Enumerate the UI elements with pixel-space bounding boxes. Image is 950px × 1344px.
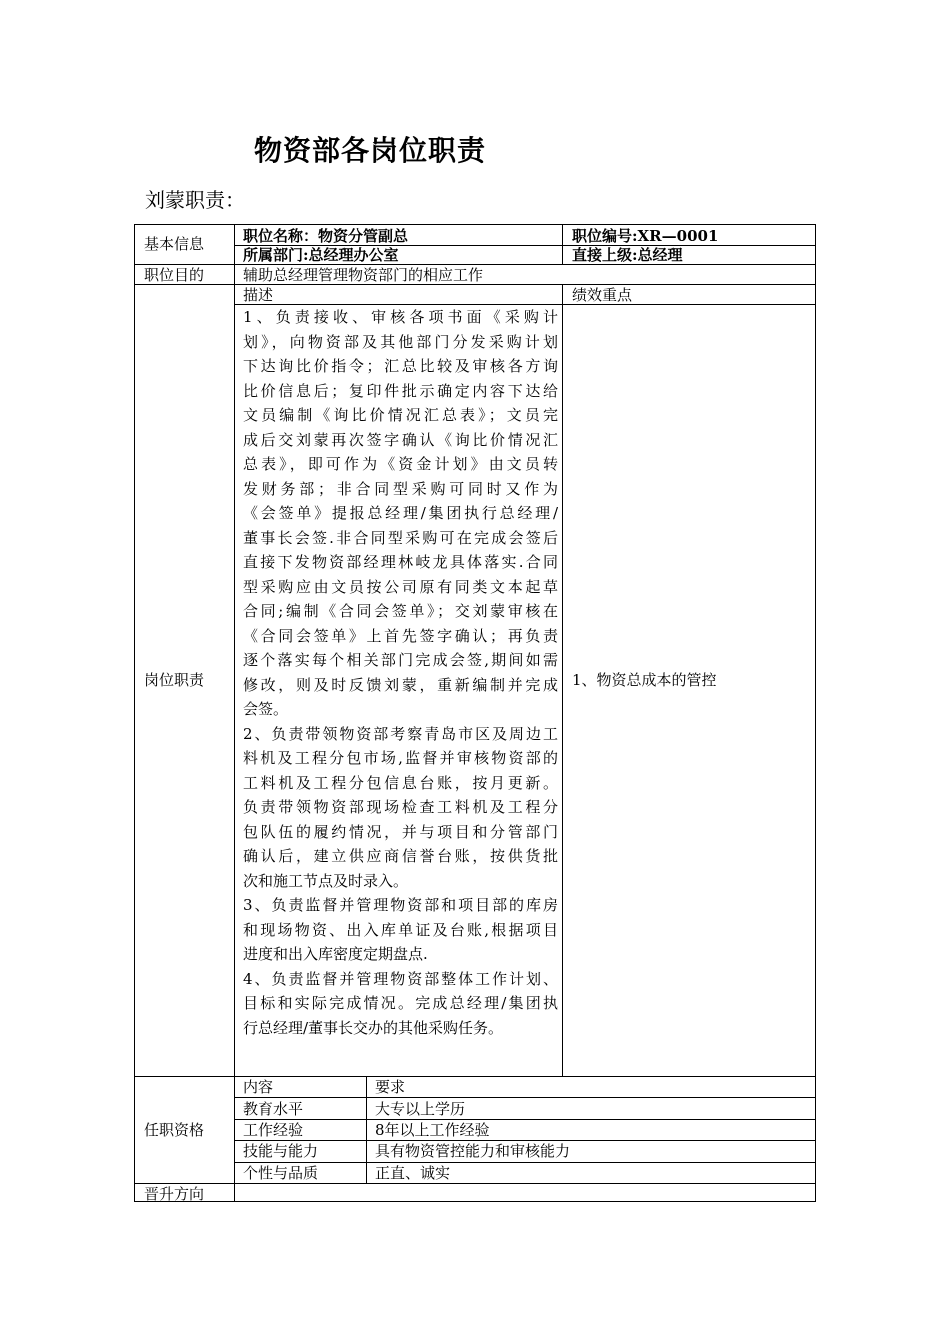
duty-line: 比价信息后；复印件批示确定内容下达给 xyxy=(243,381,558,400)
duty-line: 进度和出入库密度定期盘点. xyxy=(243,945,428,963)
qualification-label-text: 任职资格 xyxy=(144,1120,205,1139)
duty-line: 和现场物资、出入库单证及台账,根据项目 xyxy=(243,920,558,939)
position-name: 职位名称：物资分管副总 xyxy=(243,227,409,245)
row-divider xyxy=(234,1140,816,1141)
row-divider xyxy=(134,264,816,265)
department: 所属部门:总经理办公室 xyxy=(243,246,399,264)
qual-item: 技能与能力 xyxy=(243,1142,319,1160)
kpi-cell xyxy=(572,304,812,1056)
duty-line: 1、负责接收、审核各项书面《采购计 xyxy=(243,308,558,326)
column-divider xyxy=(366,1076,367,1183)
qualification-label xyxy=(144,1076,234,1183)
duty-line: 《会签单》提报总经理/集团执行总经理/ xyxy=(243,504,558,522)
duty-line: 型采购应由文员按公司原有同类文本起草 xyxy=(243,577,558,596)
row-divider xyxy=(234,1162,816,1163)
column-divider xyxy=(234,224,235,1202)
basic-info-label xyxy=(144,224,234,264)
duty-line: 负责带领物资部现场检查工料机及工程分 xyxy=(243,798,558,816)
column-divider xyxy=(562,284,563,1076)
column-divider xyxy=(562,224,563,264)
kpi-header: 绩效重点 xyxy=(572,286,633,304)
purpose-label: 职位目的 xyxy=(144,266,205,284)
duty-line: 发财务部；非合同型采购可同时又作为 xyxy=(243,479,558,498)
duty-line: 目标和实际完成情况。完成总经理/集团执 xyxy=(243,994,558,1012)
direct-superior: 直接上级:总经理 xyxy=(572,246,683,264)
duty-line: 3、负责监督并管理物资部和项目部的库房 xyxy=(243,896,558,914)
qual-requirement: 大专以上学历 xyxy=(375,1100,466,1118)
row-divider xyxy=(234,1097,816,1098)
duty-line: 行总经理/董事长交办的其他采购任务。 xyxy=(243,1018,504,1037)
duty-line: 2、负责带领物资部考察青岛市区及周边工 xyxy=(243,724,558,743)
qual-item: 个性与品质 xyxy=(243,1164,319,1182)
duty-line: 下达询比价指令；汇总比较及审核各方询 xyxy=(243,357,558,375)
duty-line: 直接下发物资部经理林岐龙具体落实.合同 xyxy=(243,553,558,571)
duty-line: 会签。 xyxy=(243,700,289,718)
duty-line: 料机及工程分包市场,监督并审核物资部的 xyxy=(243,749,558,767)
section-heading: 刘蒙职责： xyxy=(145,188,245,212)
duty-line: 成后交刘蒙再次签字确认《询比价情况汇 xyxy=(243,430,558,449)
duty-line: 包队伍的履约情况，并与项目和分管部门 xyxy=(243,822,558,841)
document-title: 物资部各岗位职责 xyxy=(254,134,487,167)
row-divider xyxy=(134,1076,816,1077)
duty-line: 合同;编制《合同会签单》；交刘蒙审核在 xyxy=(243,602,558,620)
duties-description xyxy=(243,305,558,1040)
duty-line: 董事长会签.非合同型采购可在完成会签后 xyxy=(243,528,558,547)
duty-line: 4、负责监督并管理物资部整体工作计划、 xyxy=(243,969,558,988)
qual-requirement: 正直、诚实 xyxy=(375,1164,451,1182)
duty-line: 划》，向物资部及其他部门分发采购计划 xyxy=(243,332,558,351)
qual-item: 教育水平 xyxy=(243,1100,304,1118)
duties-label xyxy=(144,284,234,1076)
qual-requirement: 具有物资管控能力和审核能力 xyxy=(375,1142,571,1160)
duty-line: 次和施工节点及时录入。 xyxy=(243,871,409,890)
position-code: 职位编号:XR—0001 xyxy=(572,227,719,245)
row-divider xyxy=(234,1119,816,1120)
duty-line: 文员编制《询比价情况汇总表》；文员完 xyxy=(243,406,558,424)
duty-line: 《合同会签单》上首先签字确认；再负责 xyxy=(243,626,558,645)
qual-item: 工作经验 xyxy=(243,1121,304,1139)
purpose-value: 辅助总经理管理物资部门的相应工作 xyxy=(243,266,484,284)
row-divider xyxy=(134,1183,816,1184)
kpi-value: 1、物资总成本的管控 xyxy=(572,671,717,689)
row-divider xyxy=(134,284,816,285)
qual-header-item: 内容 xyxy=(243,1078,274,1096)
duty-line: 总表》，即可作为《资金计划》由文员转 xyxy=(243,455,558,473)
qual-header-requirement: 要求 xyxy=(375,1078,406,1096)
duty-line: 工料机及工程分包信息台账，按月更新。 xyxy=(243,773,558,792)
duty-line: 确认后，建立供应商信誉台账，按供货批 xyxy=(243,847,558,865)
duty-line: 逐个落实每个相关部门完成会签,期间如需 xyxy=(243,651,558,669)
description-header: 描述 xyxy=(243,286,274,304)
duties-label-text: 岗位职责 xyxy=(144,671,205,689)
basic-info-label-text: 基本信息 xyxy=(144,235,205,253)
duty-line: 修改，则及时反馈刘蒙，重新编制并完成 xyxy=(243,675,558,694)
qual-requirement: 8年以上工作经验 xyxy=(375,1121,490,1139)
promotion-label: 晋升方向 xyxy=(144,1185,205,1203)
